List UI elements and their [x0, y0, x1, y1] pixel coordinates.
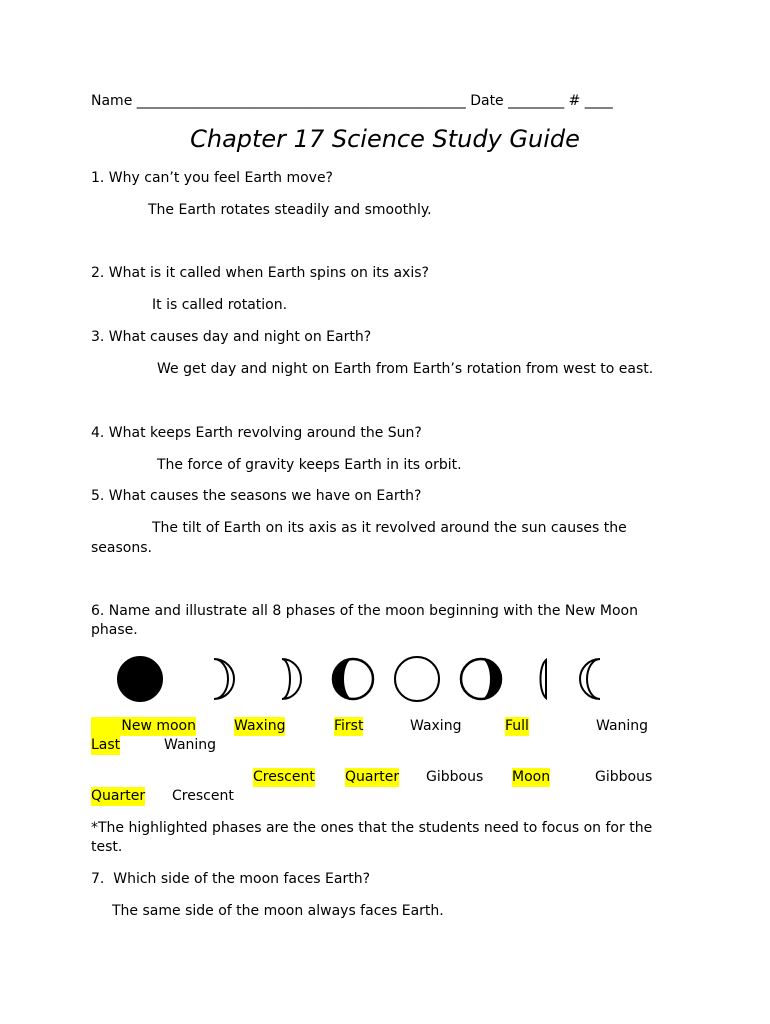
phase-label-crescent-2: Crescent — [172, 788, 234, 804]
phase-label-waxing: Waxing — [234, 718, 286, 734]
question-5: 5. What causes the seasons we have on Earth? — [91, 488, 422, 504]
answer-7: The same side of the moon always faces Earth. — [112, 903, 444, 919]
phase-label-first: First — [334, 718, 364, 734]
question-2: 2. What is it called when Earth spins on its axis? — [91, 265, 429, 281]
phase-label-quarter-2: Quarter — [91, 788, 146, 804]
phase-label-waxing-2: Waxing — [410, 718, 462, 734]
note-line-1: *The highlighted phases are the ones that the students need to focus on for the — [91, 820, 653, 836]
question-3: 3. What causes day and night on Earth? — [91, 329, 372, 345]
question-4: 4. What keeps Earth revolving around the Sun? — [91, 425, 422, 441]
question-6-line-1: 6. Name and illustrate all 8 phases of the moon beginning with the New Moon — [91, 603, 638, 619]
last-quarter-icon — [540, 660, 546, 698]
phase-label-gibbous: Gibbous — [426, 769, 484, 785]
waning-crescent-icon — [580, 659, 600, 699]
new-moon-icon — [118, 657, 162, 701]
answer-4: The force of gravity keeps Earth in its orbit. — [157, 457, 462, 473]
phase-label-quarter: Quarter — [345, 769, 400, 785]
phase-label-moon: Moon — [512, 769, 551, 785]
note-line-2: test. — [91, 839, 123, 855]
phase-label-waning: Waning — [596, 718, 649, 734]
phase-label-waning-2: Waning — [164, 737, 217, 753]
first-quarter-icon — [282, 659, 301, 699]
moon-phases-illustration — [110, 650, 630, 710]
phase-label-full: Full — [505, 718, 529, 734]
answer-5-line-2: seasons. — [91, 540, 152, 556]
answer-5-line-1: The tilt of Earth on its axis as it revolved around the sun causes the — [152, 520, 627, 536]
name-date-line: Name _______________________________________________ Date ________ # ____ — [91, 93, 613, 109]
full-moon-icon — [395, 657, 439, 701]
waning-gibbous-icon — [461, 659, 501, 699]
answer-3: We get day and night on Earth from Earth’s rotation from west to east. — [157, 361, 654, 377]
page-title: Chapter 17 Science Study Guide — [190, 125, 580, 153]
waxing-gibbous-icon — [333, 659, 373, 699]
question-1: 1. Why can’t you feel Earth move? — [91, 170, 333, 186]
phase-label-last: Last — [91, 737, 121, 753]
question-7: 7. Which side of the moon faces Earth? — [91, 871, 371, 887]
answer-1: The Earth rotates steadily and smoothly. — [148, 202, 432, 218]
phase-label-gibbous-2: Gibbous — [595, 769, 653, 785]
waxing-crescent-icon — [214, 659, 234, 699]
phase-label-crescent: Crescent — [253, 769, 315, 785]
phase-label-new-moon: New moon — [91, 717, 196, 736]
question-6-line-2: phase. — [91, 622, 138, 638]
answer-2: It is called rotation. — [152, 297, 288, 313]
